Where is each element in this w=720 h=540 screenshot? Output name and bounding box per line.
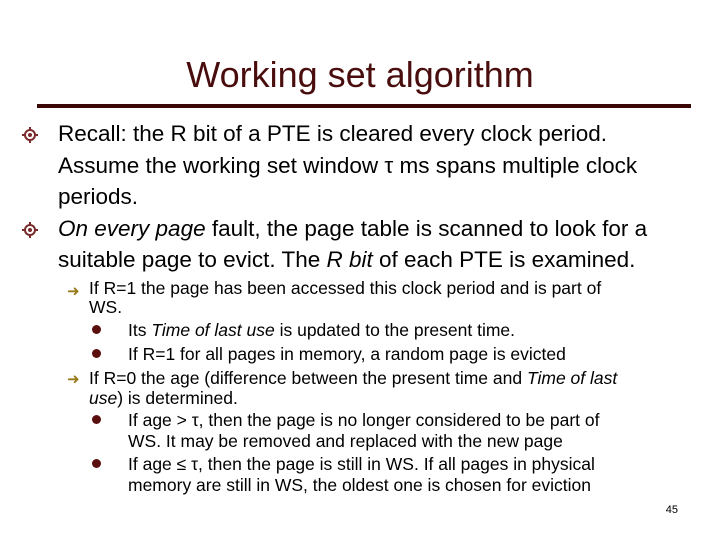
- text-line: If R=1 for all pages in memory, a random page is evicted: [128, 344, 566, 364]
- text-segment: suitable page to evict. The: [58, 247, 327, 272]
- text-line: periods.: [58, 184, 139, 209]
- title-underline: [37, 104, 691, 108]
- text-line: [89, 388, 238, 409]
- text-line: If R=1 the page has been accessed this clock period and is part of: [89, 278, 602, 298]
- text-line: If age ≤ τ, then the page is still in WS. If all pages in physical: [128, 454, 595, 474]
- text-segment: fault, the page table is scanned to look for a: [205, 216, 648, 241]
- text-line: WS. It may be removed and replaced with the new page: [128, 431, 563, 451]
- arrow-icon: ➜: [67, 371, 80, 388]
- text-line: [128, 320, 515, 341]
- dot-icon: [92, 325, 101, 334]
- text-line: Assume the working set window τ ms spans multiple clock: [58, 153, 638, 178]
- emphasis-text: use: [89, 388, 118, 408]
- text-line: [58, 216, 647, 242]
- slide-title: Working set algorithm: [186, 54, 534, 95]
- text-line: Recall: the R bit of a PTE is cleared every clock period.: [58, 121, 607, 146]
- dot-icon: [92, 349, 101, 358]
- arrow-icon: ➜: [67, 283, 80, 300]
- dot-icon: [92, 459, 101, 468]
- gear-icon: [22, 222, 38, 238]
- gear-icon: [22, 127, 38, 143]
- text-segment: If R=0 the age (difference between the present time and: [89, 368, 527, 388]
- text-line: [58, 247, 635, 273]
- emphasis-text: On every page: [58, 216, 206, 241]
- text-segment: ) is determined.: [117, 388, 238, 408]
- emphasis-text: R bit: [326, 247, 373, 272]
- text-line: [89, 368, 617, 389]
- text-line: WS.: [89, 297, 123, 317]
- emphasis-text: Time of last use: [151, 320, 275, 340]
- text-line: If age > τ, then the page is no longer considered to be part of: [128, 410, 600, 430]
- dot-icon: [92, 415, 101, 424]
- text-segment: of each PTE is examined.: [372, 247, 636, 272]
- text-segment: is updated to the present time.: [274, 320, 516, 340]
- text-line: memory are still in WS, the oldest one is chosen for eviction: [128, 475, 591, 495]
- page-number: 45: [665, 504, 678, 516]
- emphasis-text: Time of last: [526, 368, 618, 388]
- text-segment: Its: [128, 320, 152, 340]
